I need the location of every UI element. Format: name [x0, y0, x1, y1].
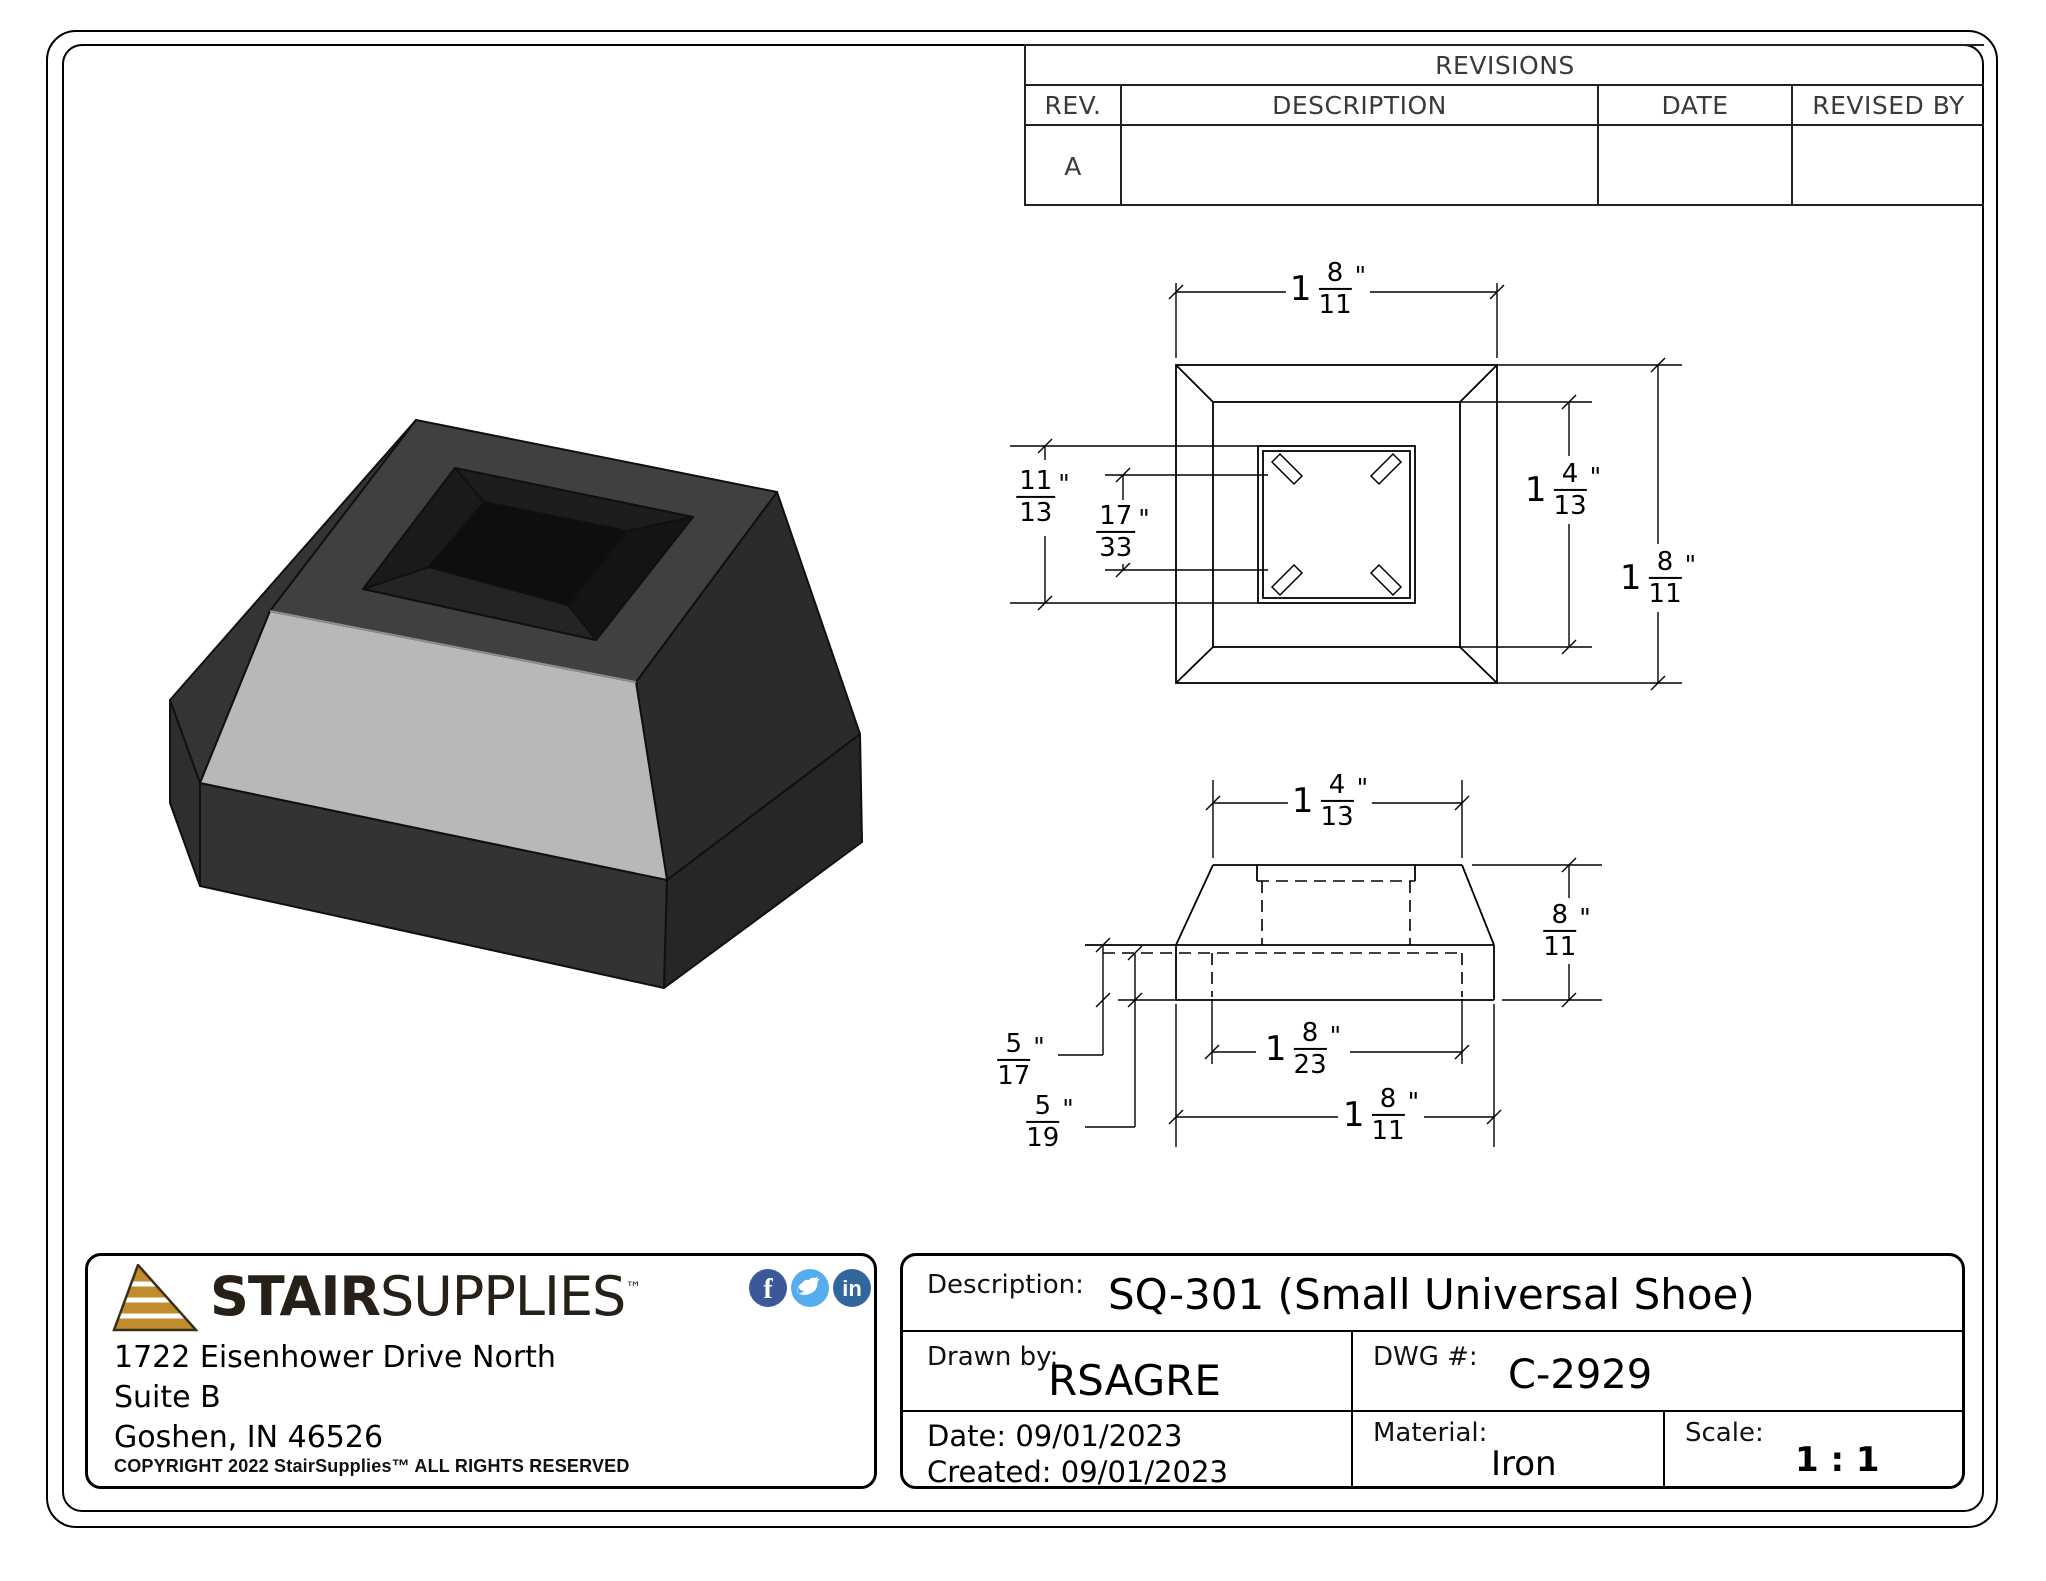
scale-cell: [1665, 1412, 1962, 1486]
brand-wordmark: [210, 1265, 641, 1328]
top-view-geometry: [1176, 365, 1497, 683]
dwg-cell: [1353, 1332, 1962, 1410]
date-value: 09/01/2023: [1015, 1419, 1183, 1453]
drawn-by-row: [903, 1332, 1962, 1412]
date-line: [927, 1418, 1228, 1454]
revisions-col-rev: REV.: [1026, 86, 1122, 124]
dim-front-step: 5 19 ": [1022, 1091, 1078, 1153]
address-line-1: 1722 Eisenhower Drive North: [114, 1340, 556, 1375]
address-line-3: Goshen, IN 46526: [114, 1420, 384, 1455]
dim-front-recess: 5 17 ": [993, 1029, 1049, 1091]
revisions-col-description: DESCRIPTION: [1122, 86, 1599, 124]
title-block-fields: [900, 1253, 1965, 1489]
description-row: [903, 1256, 1962, 1332]
revisions-col-revised-by: REVISED BY: [1812, 90, 1965, 120]
scale-value: 1 : 1: [1795, 1440, 1880, 1480]
dim-front-inner-width: 1 8 23 ": [1261, 1018, 1345, 1080]
title-block-brand: [85, 1253, 877, 1489]
date-label: Date:: [927, 1419, 1007, 1453]
dim-tab-span: 17 33 ": [1092, 501, 1154, 563]
front-view-hidden-lines: [1103, 881, 1462, 997]
revisions-title: REVISIONS: [1026, 46, 1984, 86]
created-value: 09/01/2023: [1060, 1455, 1228, 1489]
brand-trademark: ™: [625, 1278, 641, 1297]
address-line-2: Suite B: [114, 1380, 221, 1415]
created-line: [927, 1454, 1228, 1489]
front-view-geometry: [1085, 865, 1494, 1000]
brand-address: [114, 1338, 556, 1458]
revisions-col-date: DATE: [1599, 86, 1793, 124]
svg-text:f: f: [763, 1274, 773, 1305]
brand-word-stair: STAIR: [210, 1265, 380, 1328]
material-label: Material:: [1373, 1418, 1488, 1448]
date-cell: [903, 1412, 1353, 1489]
drawn-by-cell: [903, 1332, 1353, 1410]
dim-front-base-width: 1 8 11 ": [1339, 1084, 1423, 1146]
dim-socket-opening: 11 13 ": [1012, 466, 1074, 528]
dim-inner-square: 1 4 13 ": [1521, 459, 1605, 521]
copyright-notice: COPYRIGHT 2022 StairSupplies™ ALL RIGHTS RESERVED: [114, 1456, 630, 1476]
dim-front-top-width: 1 4 13 ": [1288, 770, 1372, 832]
front-view-dim-lines: [1058, 780, 1602, 1147]
drawn-by-value: RSAGRE: [1048, 1356, 1221, 1405]
revision-value: A: [1026, 126, 1122, 204]
brand-word-supplies: SUPPLIES: [380, 1265, 626, 1328]
social-icons: [746, 1266, 874, 1310]
drawn-by-label: Drawn by:: [927, 1342, 1059, 1372]
description-label: Description:: [927, 1270, 1084, 1300]
scale-label: Scale:: [1685, 1418, 1764, 1448]
dwg-number-label: DWG #:: [1373, 1342, 1478, 1372]
dim-outer-square: 1 8 11 ": [1616, 547, 1700, 609]
stairsupplies-logo-icon: [112, 1264, 198, 1332]
svg-text:in: in: [842, 1276, 862, 1301]
dim-top-width: 1 8 11 ": [1286, 258, 1370, 320]
description-value: SQ-301 (Small Universal Shoe): [1108, 1270, 1755, 1319]
material-value: Iron: [1491, 1444, 1557, 1484]
dwg-number-value: C-2929: [1508, 1352, 1653, 1398]
date-material-scale-row: [903, 1412, 1962, 1489]
created-label: Created:: [927, 1455, 1052, 1489]
material-cell: [1353, 1412, 1665, 1486]
dim-front-height: 8 11 ": [1539, 900, 1595, 962]
